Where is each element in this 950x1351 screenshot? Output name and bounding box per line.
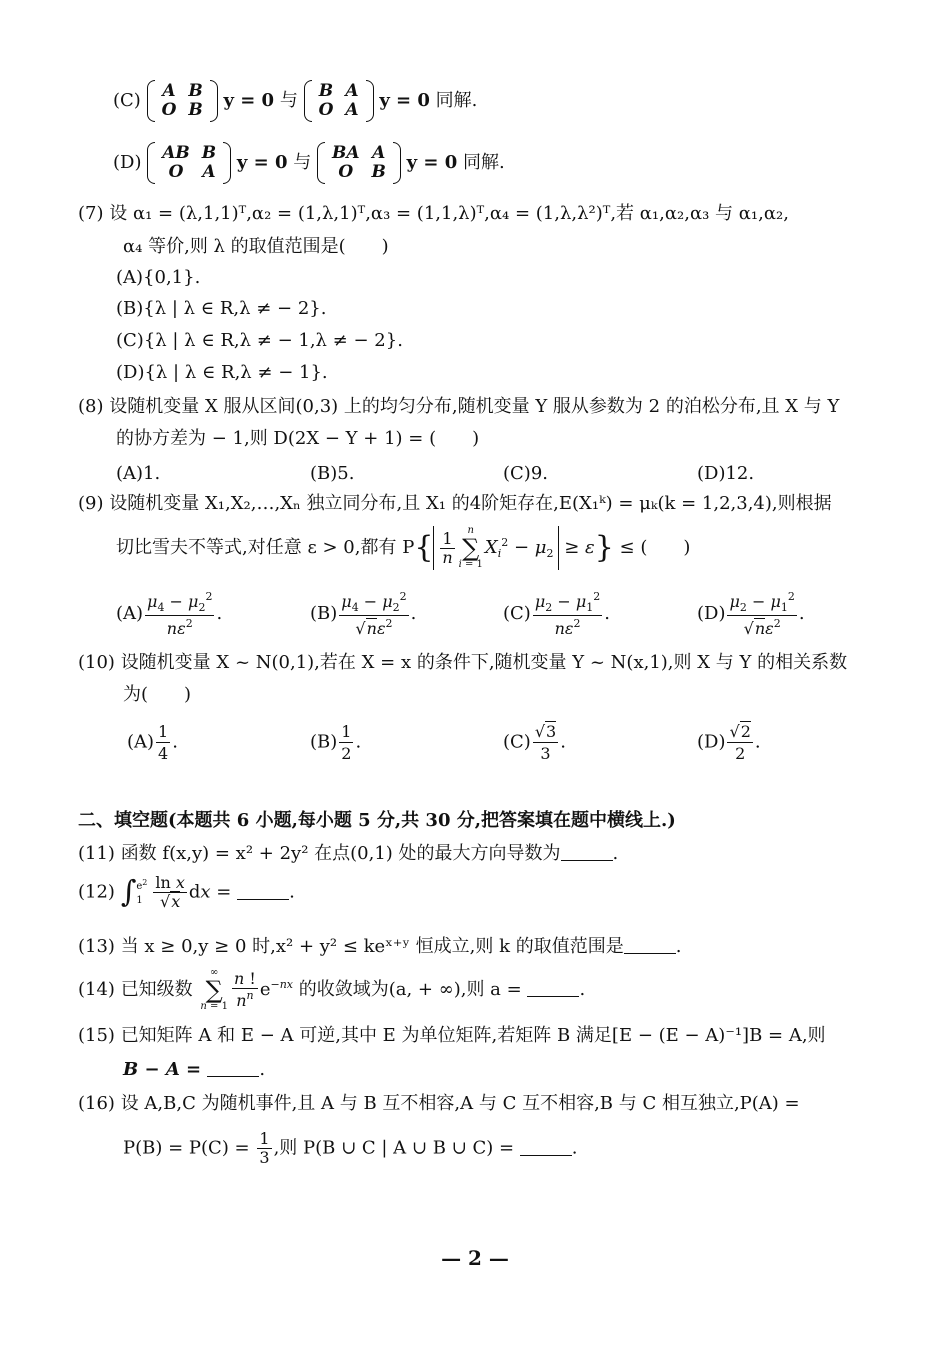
equation-text: y = 0	[379, 90, 430, 111]
q15-line1	[78, 1027, 950, 1045]
q15-line2: B − A = .	[123, 1059, 266, 1080]
q9-option-c: (C) $\frac{\mu_2 - \mu_1^2}{n\varepsilon^2}$ .	[503, 590, 610, 638]
option-label: (C)	[113, 90, 141, 111]
matrix: AB B O A	[147, 144, 231, 182]
question-number: (11)	[78, 843, 115, 864]
q10-option-b: (B) $\frac{1}{2}$ .	[310, 722, 362, 763]
question-text: ≤ ( )	[619, 537, 691, 558]
equation-text: y = 0	[223, 90, 275, 111]
matrix: B A O A	[304, 82, 374, 120]
question-number: (10)	[78, 652, 115, 673]
q8-option-d: (D)12.	[697, 463, 755, 484]
q10-stem-line2: 为( )	[123, 684, 192, 705]
question-number: (9)	[78, 493, 104, 514]
q10-stem-line1	[78, 654, 950, 672]
answer-blank[interactable]	[527, 980, 579, 997]
connector-text: 与	[293, 152, 312, 173]
q9-option-d: (D) $\frac{\mu_2 - \mu_1^2}{√n\varepsilon^2}$ .	[697, 590, 805, 638]
question-text: ,则 P(B ∪ C | A ∪ B ∪ C) =	[273, 1137, 520, 1159]
q11: (11) 函数 f(x,y) = x² + 2y² 在点(0,1) 处的最大方向导数为 .	[78, 843, 619, 864]
option-label: (D)	[113, 152, 142, 173]
question-number: (12)	[78, 881, 115, 903]
q7-option-d: (D){λ | λ ∈ R,λ ≠ − 1}.	[116, 362, 328, 383]
question-text: 已知矩阵 A 和 E − A 可逆,其中 E 为单位矩阵,若矩阵 B 满足[E − (E − A)⁻¹]B = A,则	[120, 1025, 826, 1046]
matrix: BA A O B	[317, 144, 401, 182]
answer-blank[interactable]	[207, 1060, 259, 1077]
q9-option-b: (B) $\frac{\mu_4 - \mu_2^2}{√n\varepsilon^2}$ .	[310, 590, 417, 638]
answer-blank[interactable]	[237, 883, 289, 900]
q8-option-c: (C)9.	[503, 463, 548, 484]
q10-option-a: (A) $\frac{1}{4}$ .	[127, 722, 178, 763]
q10-option-d: (D) $\frac{√2}{2}$ .	[697, 722, 761, 763]
q7-option-b: (B){λ | λ ∈ R,λ ≠ − 2}.	[116, 298, 327, 319]
q8-option-b: (B)5.	[310, 463, 355, 484]
question-number: (7)	[78, 203, 104, 224]
question-number: (13)	[78, 936, 115, 957]
answer-blank[interactable]	[624, 937, 676, 954]
option-tail: 同解.	[462, 152, 505, 173]
section-heading: 二、填空题(本题共 6 小题,每小题 5 分,共 30 分,把答案填在题中横线上.)	[78, 810, 676, 831]
q8-stem-line1	[78, 398, 950, 416]
question-text: 的收敛域为(a, + ∞),则 a =	[298, 979, 528, 1000]
q9-stem-line2: 切比雪夫不等式,对任意 ε > 0,都有 P{ $\frac{1}{n}$ n ∑ i = 1 $X_i^2 - \mu_2 \ge \varepsilon$} ≤ ( )	[116, 525, 691, 570]
question-text: 设随机变量 X₁,X₂,…,Xₙ 独立同分布,且 X₁ 的4阶矩存在,E(X₁ᵏ) = μₖ(k = 1,2,3,4),则根据	[109, 493, 832, 514]
q14: (14) 已知级数 ∞ ∑ n = 1 $\frac{n !}{n^n}$ $e^{-nx}$ 的收敛域为(a, + ∞),则 a = .	[78, 967, 586, 1012]
question-text: 当 x ≥ 0,y ≥ 0 时,x² + y² ≤ keˣ⁺ʸ 恒成立,则 k 的取值范围是	[120, 936, 624, 957]
question-text: 设 A,B,C 为随机事件,且 A 与 B 互不相容,A 与 C 互不相容,B 与 C 相互独立,P(A) =	[120, 1093, 800, 1114]
answer-blank[interactable]	[520, 1139, 572, 1156]
equation-text: y = 0	[406, 152, 458, 173]
question-text: B − A =	[123, 1059, 208, 1080]
option-tail: 同解.	[435, 90, 478, 111]
q16-line1	[78, 1095, 950, 1113]
question-text: 设随机变量 X 服从区间(0,3) 上的均匀分布,随机变量 Y 服从参数为 2 的泊松分布,且 X 与 Y	[109, 396, 840, 417]
connector-text: 与	[279, 90, 298, 111]
equation-text: y = 0	[236, 152, 288, 173]
question-text: 设 α₁ = (λ,1,1)ᵀ,α₂ = (1,λ,1)ᵀ,α₃ = (1,1,λ)ᵀ,α₄ = (1,λ,λ²)ᵀ,若 α₁,α₂,α₃ 与 α₁,α₂,	[109, 203, 789, 224]
question-text: 已知级数	[120, 979, 193, 1000]
q7-stem-line2: α₄ 等价,则 λ 的取值范围是( )	[123, 236, 389, 257]
q6-option-c	[113, 82, 950, 120]
q13: (13) 当 x ≥ 0,y ≥ 0 时,x² + y² ≤ keˣ⁺ʸ 恒成立,则 k 的取值范围是 .	[78, 936, 682, 957]
question-number: (15)	[78, 1025, 115, 1046]
matrix: A B O B	[147, 82, 218, 120]
question-number: (16)	[78, 1093, 115, 1114]
question-text: 切比雪夫不等式,对任意 ε > 0,都有 P	[116, 537, 415, 558]
question-text: P(B) = P(C) =	[123, 1137, 256, 1159]
q10-option-c: (C) $\frac{√3}{3}$ .	[503, 722, 566, 763]
q12: (12) ∫ $e^2$ 1 $\frac{\text{ln x}}{√x}$ dx = .	[78, 873, 295, 911]
question-text: 设随机变量 X ~ N(0,1),若在 X = x 的条件下,随机变量 Y ~ N(x,1),则 X 与 Y 的相关系数	[120, 652, 848, 673]
answer-blank[interactable]	[561, 844, 613, 861]
q7-option-c: (C){λ | λ ∈ R,λ ≠ − 1,λ ≠ − 2}.	[116, 330, 403, 351]
q7-stem-line1	[78, 205, 950, 223]
q8-option-a: (A)1.	[116, 463, 161, 484]
q6-option-d	[113, 144, 950, 182]
q9-option-a: (A) $\frac{\mu_4 - \mu_2^2}{n\varepsilon^2}$ .	[116, 590, 223, 638]
page-number: — 2 —	[441, 1246, 509, 1270]
q16-line2: P(B) = P(C) = $\frac{1}{3}$ ,则 P(B ∪ C | A ∪ B ∪ C) = .	[123, 1129, 578, 1167]
q8-stem-line2: 的协方差为 − 1,则 D(2X − Y + 1) = ( )	[116, 428, 480, 449]
question-text: 函数 f(x,y) = x² + 2y² 在点(0,1) 处的最大方向导数为	[120, 843, 561, 864]
question-number: (8)	[78, 396, 104, 417]
q7-option-a: (A){0,1}.	[116, 267, 201, 288]
question-number: (14)	[78, 979, 115, 1000]
q9-stem-line1	[78, 495, 950, 513]
